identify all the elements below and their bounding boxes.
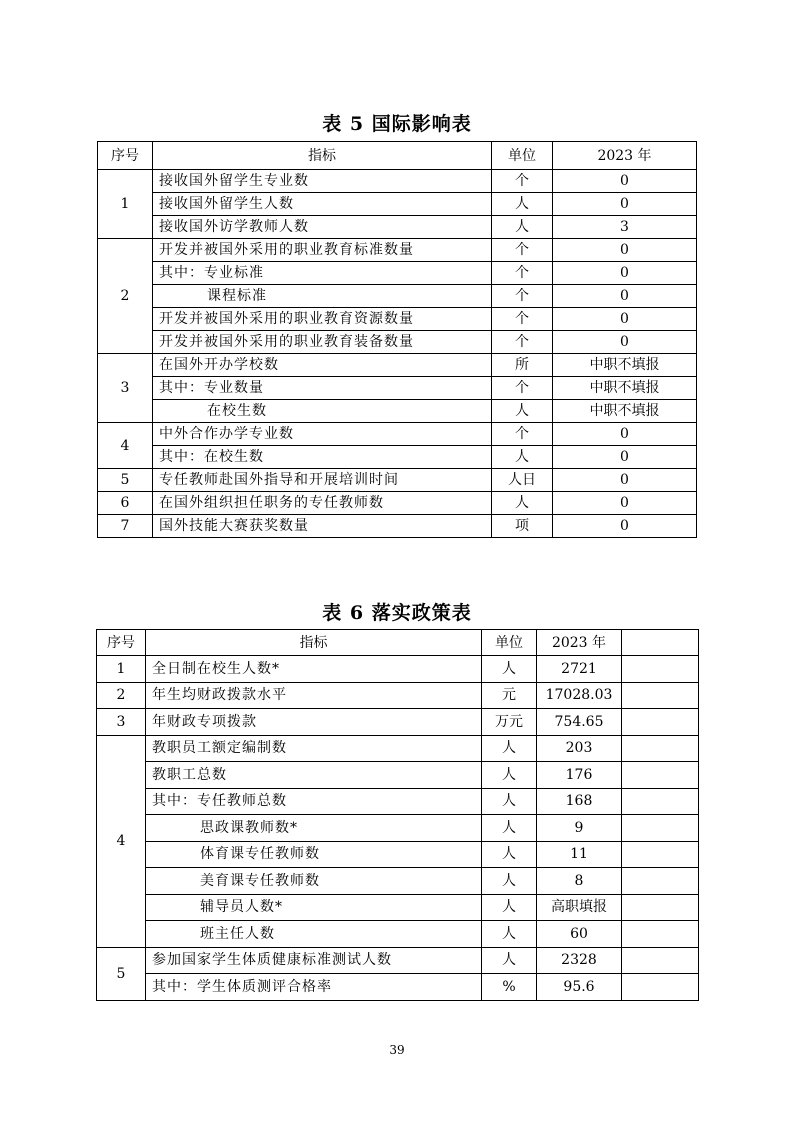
row-indicator: 开发并被国外采用的职业教育装备数量 — [153, 331, 492, 354]
header-year: 2023 年 — [553, 142, 697, 170]
row-indicator: 接收国外留学生专业数 — [153, 170, 492, 193]
row-value: 17028.03 — [537, 682, 622, 709]
table-row — [98, 216, 697, 239]
table-row — [98, 377, 697, 400]
row-value: 0 — [553, 170, 697, 193]
row-seq: 2 — [98, 239, 153, 354]
row-indicator: 在校生数 — [153, 400, 492, 423]
row-empty-cell — [622, 894, 699, 921]
table-row — [97, 841, 699, 868]
table-row — [98, 193, 697, 216]
row-indicator: 开发并被国外采用的职业教育资源数量 — [153, 308, 492, 331]
row-indicator: 体育课专任教师数 — [146, 841, 482, 868]
row-indicator: 年生均财政拨款水平 — [146, 682, 482, 709]
row-unit: 万元 — [482, 709, 537, 736]
table-row — [98, 354, 697, 377]
row-unit: 人 — [482, 815, 537, 842]
header-year: 2023 年 — [537, 630, 622, 656]
row-unit: 人 — [482, 762, 537, 789]
row-value: 3 — [553, 216, 697, 239]
row-value: 0 — [553, 446, 697, 469]
table-header-row — [98, 142, 697, 170]
row-unit: 人 — [492, 446, 553, 469]
row-unit: 人 — [482, 947, 537, 974]
row-value: 11 — [537, 841, 622, 868]
row-seq: 3 — [97, 709, 146, 736]
row-unit: 个 — [492, 262, 553, 285]
header-indicator: 指标 — [153, 142, 492, 170]
row-value: 0 — [553, 469, 697, 492]
header-unit: 单位 — [492, 142, 553, 170]
row-value: 0 — [553, 423, 697, 446]
table-row — [98, 308, 697, 331]
row-indicator: 其中：专业标准 — [153, 262, 492, 285]
table-row — [97, 709, 699, 736]
table6-title: 表 6 落实政策表 — [322, 602, 472, 624]
row-value: 0 — [553, 285, 697, 308]
row-seq: 1 — [97, 656, 146, 683]
row-unit: 项 — [492, 515, 553, 538]
table-row — [98, 400, 697, 423]
row-indicator: 接收国外留学生人数 — [153, 193, 492, 216]
table-row — [98, 331, 697, 354]
row-empty-cell — [622, 682, 699, 709]
row-unit: 人 — [482, 841, 537, 868]
row-empty-cell — [622, 762, 699, 789]
header-unit: 单位 — [482, 630, 537, 656]
row-value: 中职不填报 — [553, 354, 697, 377]
row-indicator: 思政课教师数* — [146, 815, 482, 842]
table-row — [97, 921, 699, 948]
row-empty-cell — [622, 974, 699, 1001]
row-value: 0 — [553, 492, 697, 515]
row-unit: 人 — [482, 921, 537, 948]
international-influence-table — [97, 141, 697, 538]
row-unit: 个 — [492, 285, 553, 308]
row-seq: 1 — [98, 170, 153, 239]
row-empty-cell — [622, 815, 699, 842]
row-unit: 人 — [482, 868, 537, 895]
row-value: 0 — [553, 331, 697, 354]
row-indicator: 教职工总数 — [146, 762, 482, 789]
table-row — [98, 492, 697, 515]
row-indicator: 班主任人数 — [146, 921, 482, 948]
row-value: 0 — [553, 193, 697, 216]
table-row — [97, 762, 699, 789]
row-indicator: 教职员工额定编制数 — [146, 735, 482, 762]
row-indicator: 其中：专任教师总数 — [146, 788, 482, 815]
table-row — [98, 170, 697, 193]
row-unit: 元 — [482, 682, 537, 709]
table-row — [97, 656, 699, 683]
row-indicator: 全日制在校生人数* — [146, 656, 482, 683]
row-value: 60 — [537, 921, 622, 948]
row-value: 0 — [553, 308, 697, 331]
row-value: 168 — [537, 788, 622, 815]
row-empty-cell — [622, 656, 699, 683]
row-seq: 5 — [97, 947, 146, 1000]
row-empty-cell — [622, 868, 699, 895]
row-unit: 个 — [492, 377, 553, 400]
table-row — [98, 239, 697, 262]
row-value: 2721 — [537, 656, 622, 683]
row-unit: 个 — [492, 308, 553, 331]
row-unit: 个 — [492, 331, 553, 354]
table-row — [98, 423, 697, 446]
table5-title: 表 5 国际影响表 — [322, 113, 472, 135]
row-value: 754.65 — [537, 709, 622, 736]
header-seq: 序号 — [98, 142, 153, 170]
page-number: 39 — [389, 1043, 405, 1057]
row-empty-cell — [622, 709, 699, 736]
row-indicator: 开发并被国外采用的职业教育标准数量 — [153, 239, 492, 262]
row-empty-cell — [622, 921, 699, 948]
row-unit: % — [482, 974, 537, 1001]
table-row — [97, 868, 699, 895]
row-indicator: 年财政专项拨款 — [146, 709, 482, 736]
table-row — [97, 735, 699, 762]
row-indicator: 专任教师赴国外指导和开展培训时间 — [153, 469, 492, 492]
row-unit: 所 — [492, 354, 553, 377]
row-value: 0 — [553, 515, 697, 538]
row-indicator: 在国外组织担任职务的专任教师数 — [153, 492, 492, 515]
row-indicator: 其中：专业数量 — [153, 377, 492, 400]
row-unit: 人日 — [492, 469, 553, 492]
row-value: 2328 — [537, 947, 622, 974]
row-seq: 4 — [97, 735, 146, 947]
header-empty — [622, 630, 699, 656]
row-seq: 3 — [98, 354, 153, 423]
header-seq: 序号 — [97, 630, 146, 656]
row-unit: 人 — [482, 894, 537, 921]
row-value: 中职不填报 — [553, 377, 697, 400]
table-row — [97, 682, 699, 709]
row-empty-cell — [622, 788, 699, 815]
table-row — [97, 947, 699, 974]
row-unit: 个 — [492, 423, 553, 446]
row-seq: 5 — [98, 469, 153, 492]
row-indicator: 其中：在校生数 — [153, 446, 492, 469]
row-indicator: 接收国外访学教师人数 — [153, 216, 492, 239]
row-value: 176 — [537, 762, 622, 789]
row-indicator: 中外合作办学专业数 — [153, 423, 492, 446]
row-value: 95.6 — [537, 974, 622, 1001]
row-unit: 人 — [482, 788, 537, 815]
row-seq: 2 — [97, 682, 146, 709]
row-value: 9 — [537, 815, 622, 842]
table-header-row — [97, 630, 699, 656]
row-unit: 人 — [482, 656, 537, 683]
row-value: 0 — [553, 262, 697, 285]
row-seq: 7 — [98, 515, 153, 538]
table-row — [97, 788, 699, 815]
row-indicator: 课程标准 — [153, 285, 492, 308]
table-row — [97, 894, 699, 921]
row-value: 中职不填报 — [553, 400, 697, 423]
row-empty-cell — [622, 947, 699, 974]
table-row — [98, 469, 697, 492]
row-value: 0 — [553, 239, 697, 262]
table-row — [98, 446, 697, 469]
table-row — [97, 815, 699, 842]
row-unit: 人 — [482, 735, 537, 762]
row-indicator: 参加国家学生体质健康标准测试人数 — [146, 947, 482, 974]
row-seq: 4 — [98, 423, 153, 469]
row-indicator: 在国外开办学校数 — [153, 354, 492, 377]
row-value: 203 — [537, 735, 622, 762]
table-row — [98, 515, 697, 538]
row-indicator: 辅导员人数* — [146, 894, 482, 921]
row-unit: 个 — [492, 170, 553, 193]
row-indicator: 国外技能大赛获奖数量 — [153, 515, 492, 538]
header-indicator: 指标 — [146, 630, 482, 656]
row-empty-cell — [622, 841, 699, 868]
policy-implementation-table — [96, 629, 699, 1001]
row-unit: 人 — [492, 193, 553, 216]
row-unit: 人 — [492, 492, 553, 515]
row-value: 8 — [537, 868, 622, 895]
row-seq: 6 — [98, 492, 153, 515]
row-indicator: 其中：学生体质测评合格率 — [146, 974, 482, 1001]
table-row — [98, 262, 697, 285]
row-value: 高职填报 — [537, 894, 622, 921]
row-unit: 个 — [492, 239, 553, 262]
table-row — [98, 285, 697, 308]
table-row — [97, 974, 699, 1001]
row-empty-cell — [622, 735, 699, 762]
row-unit: 人 — [492, 400, 553, 423]
row-unit: 人 — [492, 216, 553, 239]
row-indicator: 美育课专任教师数 — [146, 868, 482, 895]
